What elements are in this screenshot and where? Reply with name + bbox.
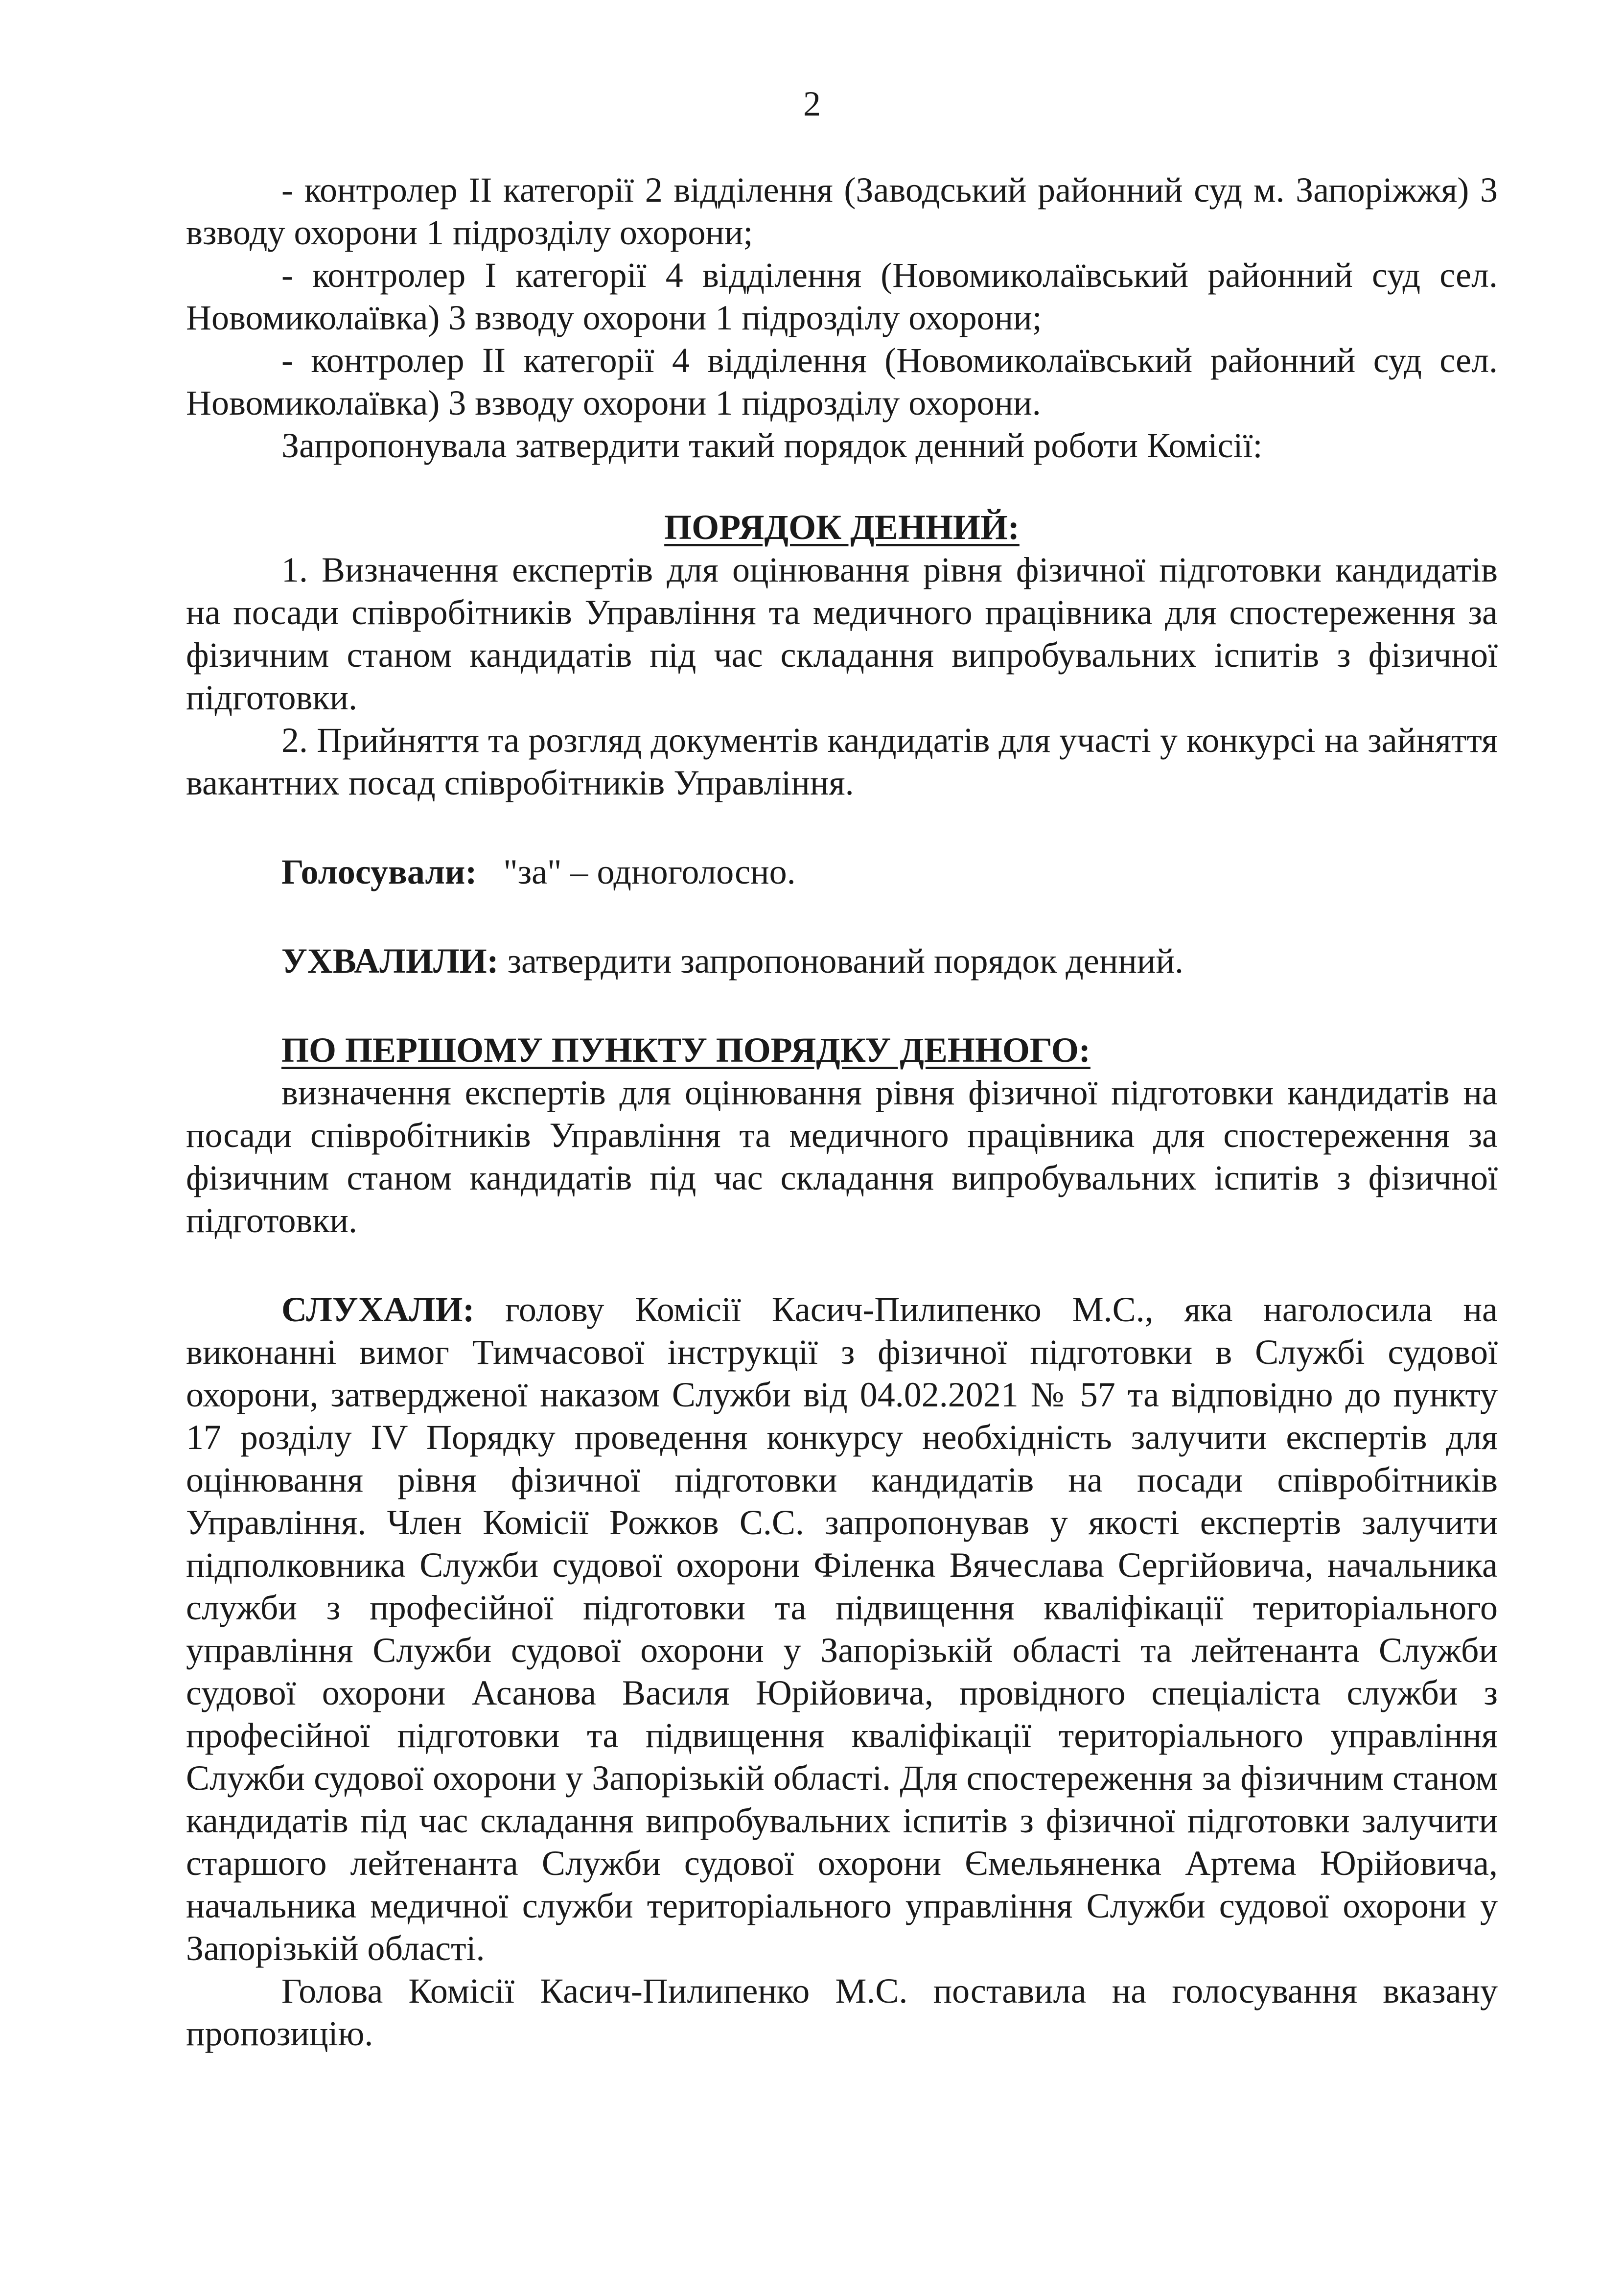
page-number: 2 — [803, 84, 821, 123]
resolved-text: затвердити запропонований порядок денний. — [507, 941, 1183, 981]
proposal-text: Запропонувала затвердити такий порядок денний роботи Комісії: — [281, 426, 1263, 465]
agenda-title: ПОРЯДОК ДЕННИЙ: — [664, 508, 1020, 547]
heard-text: голову Комісії Касич-Пилипенко М.С., яка наголосила на виконанні вимог Тимчасової інструкції з фізичної підготовки в Службі судової охорони, затвердженої наказом Служби від 04.02.2021 № 57 та відповідно до пункту 17 розділу IV Порядку проведення конкурсу необхідність залучити експертів для оцінювання рівня фізичної підготовки кандидатів на посади співробітників Управління. Член Комісії Рожков С.С. запропонував у якості експертів залучити підполковника Служби судової охорони Філенка Вячеслава Сергійовича, начальника служби з професійної підготовки та підвищення кваліфікації територіального управління Служби судової охорони у Запорізькій області та лейтенанта Служби судової охорони Асанова Василя Юрійовича, провідного спеціаліста служби з професійної підготовки та підвищення кваліфікації територіального управління Служби судової охорони у Запорізькій області. Для спостереження за фізичним станом кандидатів під час складання випробувальних іспитів з фізичної підготовки залучити старшого лейтенанта Служби судової охорони Ємельяненка Артема Юрійовича, начальника медичної служби територіального управління Служби судової охорони у Запорізькій області. — [186, 1290, 1498, 1968]
vote-result: "за" – одноголосно. — [503, 852, 796, 891]
intro-item: - контролер ІІ категорії 4 відділення (Новомиколаївський районний суд сел. Новомиколаївка) 3 взводу охорони 1 підрозділу охорони. — [186, 341, 1498, 422]
heard-label: СЛУХАЛИ: — [281, 1290, 475, 1329]
vote-line — [186, 851, 1498, 893]
closing-paragraph: Голова Комісії Касич-Пилипенко М.С. поставила на голосування вказану пропозицію. — [186, 1971, 1498, 2053]
vote-label: Голосували: — [281, 852, 477, 891]
agenda-item: 2. Прийняття та розгляд документів кандидатів для участі у конкурсі на зайняття вакантних посад співробітників Управління. — [186, 721, 1498, 802]
intro-item: - контролер ІІ категорії 2 відділення (Заводський районний суд м. Запоріжжя) 3 взводу охорони 1 підрозділу охорони; — [186, 170, 1498, 252]
document-body — [186, 169, 1498, 2055]
first-item-title: ПО ПЕРШОМУ ПУНКТУ ПОРЯДКУ ДЕННОГО: — [281, 1030, 1090, 1070]
agenda-item: 1. Визначення експертів для оцінювання рівня фізичної підготовки кандидатів на посади співробітників Управління та медичного працівника для спостереження за фізичним станом кандидатів під час складання випробувальних іспитів з фізичної підготовки. — [186, 550, 1498, 717]
intro-item: - контролер І категорії 4 відділення (Новомиколаївський районний суд сел. Новомиколаївка) 3 взводу охорони 1 підрозділу охорони; — [186, 256, 1498, 337]
first-item-text: визначення експертів для оцінювання рівня фізичної підготовки кандидатів на посади співробітників Управління та медичного працівника для спостереження за фізичним станом кандидатів під час складання випробувальних іспитів з фізичної підготовки. — [186, 1073, 1498, 1240]
heard-paragraph — [186, 1288, 1498, 1970]
resolved-line — [186, 940, 1498, 982]
resolved-label: УХВАЛИЛИ: — [281, 941, 499, 981]
